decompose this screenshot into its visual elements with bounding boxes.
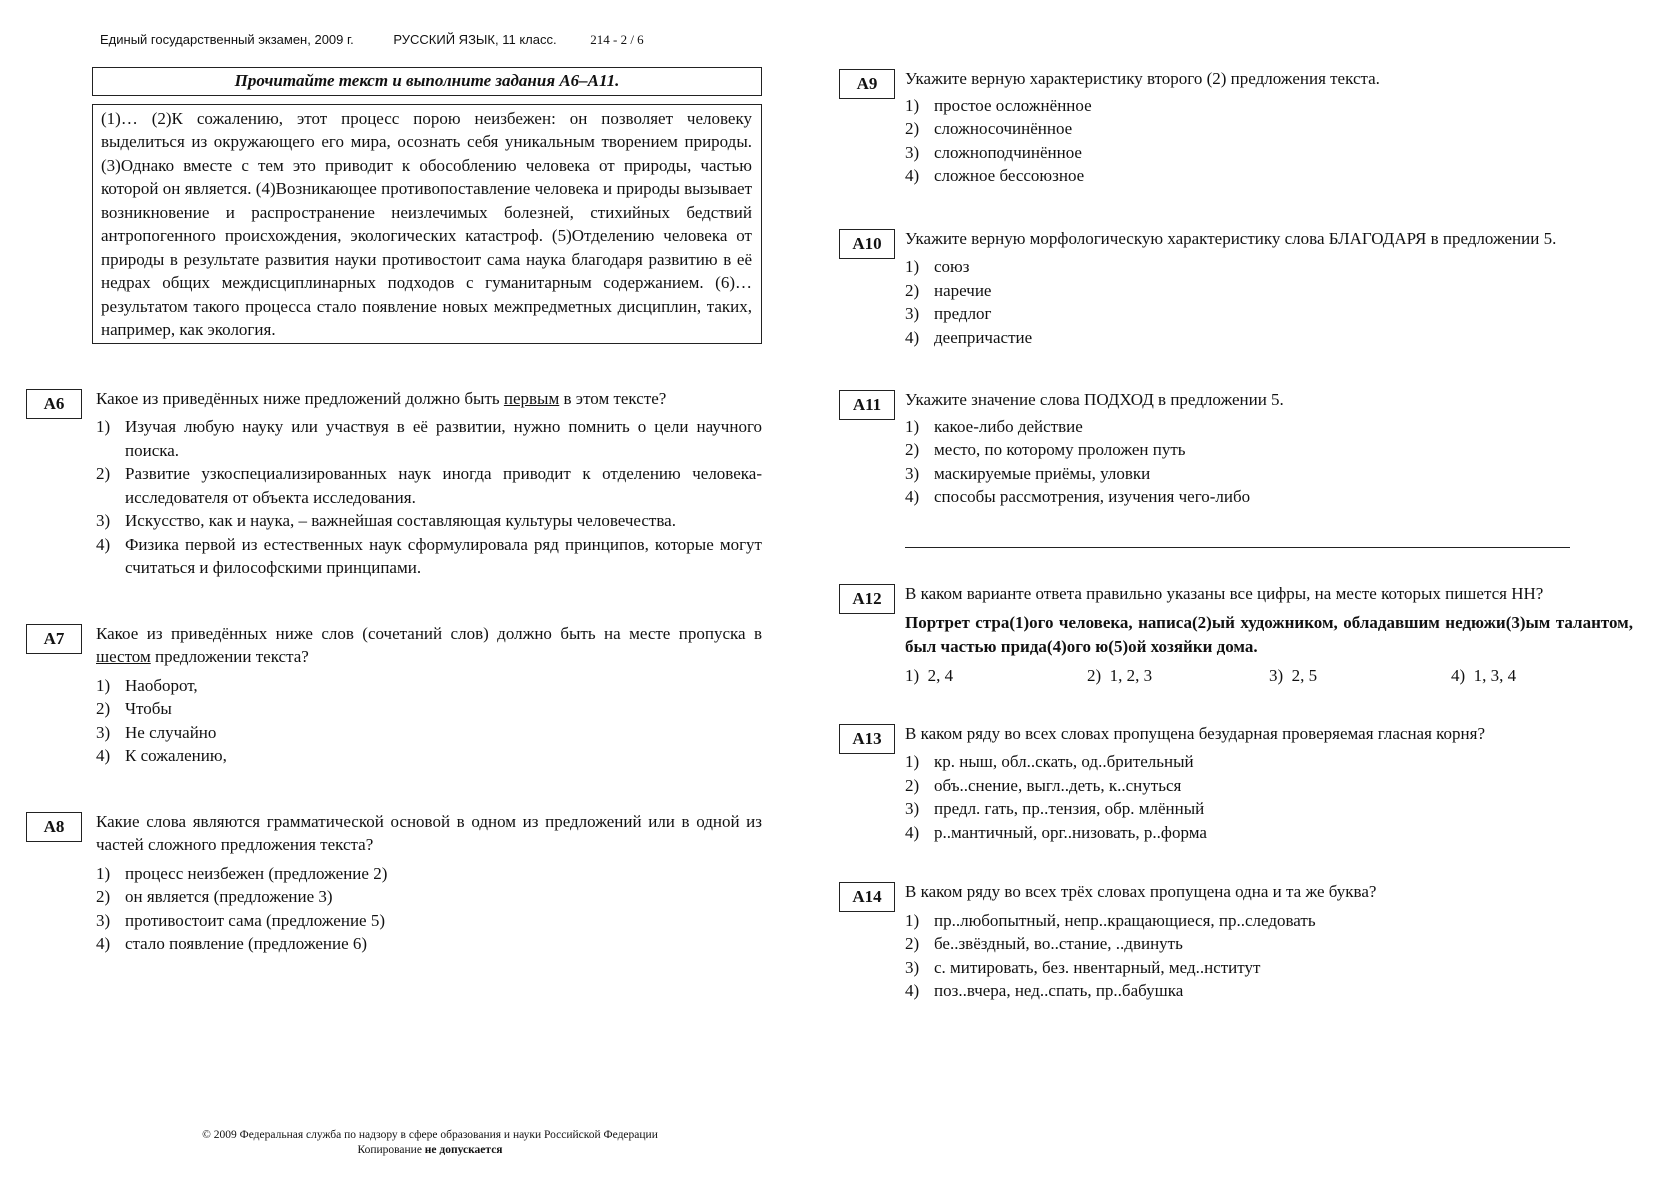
task-a6	[26, 387, 762, 580]
answer-option[interactable]: 4) 1, 3, 4	[1451, 666, 1517, 685]
answer-option[interactable]: 2) он является (предложение 3)	[96, 887, 333, 906]
answer-option[interactable]: 3) Не случайно	[96, 722, 217, 742]
answer-option[interactable]: 4) р..мантичный, орг..низовать, р..форма	[905, 822, 1207, 842]
task-label: А13	[839, 724, 895, 754]
answer-option[interactable]: 1) процесс неизбежен (предложение 2)	[96, 863, 388, 883]
task-a11	[839, 388, 1633, 509]
exam-title: Единый государственный экзамен, 2009 г.	[100, 32, 354, 47]
answer-option[interactable]: 1) союз	[905, 257, 970, 276]
task-label: А10	[839, 229, 895, 259]
answer-option[interactable]: 4) сложное бессоюзное	[905, 166, 1085, 185]
copy-notice-bold: не допускается	[424, 1144, 503, 1156]
answer-option[interactable]: 2) объ..снение, выгл..деть, к..снуться	[905, 775, 1182, 795]
page-number: 214 - 2 / 6	[590, 32, 644, 47]
task-label: А9	[839, 69, 895, 99]
answer-option[interactable]: 3) маскируемые приёмы, уловки	[905, 463, 1151, 483]
task-a12	[839, 582, 1633, 688]
answer-option[interactable]: 2) бе..звёздный, во..стание, ..двинуть	[905, 934, 1183, 953]
task-a10	[839, 227, 1633, 350]
answer-options	[905, 750, 1633, 844]
answer-option[interactable]: 2) место, по которому проложен путь	[905, 440, 1186, 459]
answer-options	[905, 909, 1633, 1003]
underlined-word: первым	[503, 388, 560, 408]
instruction-box: Прочитайте текст и выполните задания А6–А11.	[92, 67, 762, 96]
answer-option[interactable]: 3) Искусство, как и наука, – важнейшая составляющая культуры человечества.	[96, 511, 676, 530]
answer-option[interactable]: 1) кр. ныш, обл..скать, од..брительный	[905, 752, 1194, 771]
answer-option[interactable]: 4) стало появление (предложение 6)	[96, 934, 368, 953]
task-label: А11	[839, 390, 895, 420]
answer-options	[905, 664, 1633, 688]
answer-option[interactable]: 4) Физика первой из естественных наук сформулировала ряд принципов, которые могут считаться и философскими принципами.	[96, 534, 762, 577]
task-label: А7	[26, 624, 82, 654]
reading-passage: (1)… (2)К сожалению, этот процесс порою неизбежен: он позволяет человеку выделиться из окружающего его мира, осознать себя уникальным творением природы. (3)Однако вместе с тем это приводит к обособлению человека от природы, частью которой он является. (4)Возникающее противопоставление человека и природы вызывает возникновение и распространение неизлечимых болезней, стихийных бедствий антропогенного происхождения, экологических катастроф. (5)Отделению человека от природы в результате развития науки противостоит сама наука благодаря развитию в её недрах общих междисциплинарных подходов с гуманитарным содержанием. (6)… результатом такого процесса стало появление новых межпредметных дисциплин, таких, например, как экология.	[92, 104, 762, 344]
answer-option[interactable]: 3) 2, 5	[1269, 666, 1318, 685]
subject-title: РУССКИЙ ЯЗЫК, 11 класс.	[393, 32, 557, 47]
answer-option[interactable]: 2) 1, 2, 3	[1087, 666, 1153, 685]
answer-option[interactable]: 2) наречие	[905, 280, 992, 300]
task-a7	[26, 622, 762, 768]
answer-options	[96, 415, 762, 580]
answer-option[interactable]: 4) поз..вчера, нед..спать, пр..бабушка	[905, 981, 1184, 1000]
task-a8	[26, 810, 762, 956]
answer-option[interactable]: 3) предлог	[905, 304, 992, 323]
answer-options	[905, 94, 1633, 188]
task-label: А8	[26, 812, 82, 842]
answer-option[interactable]: 4) деепричастие	[905, 327, 1033, 347]
task-question: Укажите верную характеристику второго (2) предложения текста.	[905, 69, 1380, 88]
right-column	[839, 67, 1633, 1003]
answer-options	[905, 255, 1633, 349]
answer-option[interactable]: 1) Изучая любую науку или участвуя в её развитии, нужно помнить о цели научного поиска.	[96, 417, 762, 460]
section-divider	[905, 547, 1570, 548]
answer-option[interactable]: 4) способы рассмотрения, изучения чего-либо	[905, 487, 1251, 506]
task-question: В каком ряду во всех трёх словах пропущена одна и та же буква?	[905, 882, 1377, 901]
task-question: Какое из приведённых ниже слов (сочетаний слов) должно быть на месте пропуска в шестом предложении текста?	[96, 623, 762, 666]
task-label: А6	[26, 389, 82, 419]
copy-notice: Копирование не допускается	[357, 1144, 503, 1156]
answer-options	[96, 674, 762, 768]
answer-option[interactable]: 3) сложноподчинённое	[905, 142, 1082, 162]
answer-option[interactable]: 3) противостоит сама (предложение 5)	[96, 910, 386, 930]
answer-option[interactable]: 1) Наоборот,	[96, 675, 198, 695]
answer-option[interactable]: 1) пр..любопытный, непр..кращающиеся, пр..следовать	[905, 910, 1316, 930]
copyright-line: © 2009 Федеральная служба по надзору в сфере образования и науки Российской Федерации	[202, 1129, 658, 1141]
task-question: Какое из приведённых ниже предложений должно быть первым в этом тексте?	[96, 388, 667, 408]
answer-option[interactable]: 3) предл. гать, пр..тензия, обр. млённый	[905, 799, 1205, 818]
answer-option[interactable]: 4) К сожалению,	[96, 746, 227, 765]
answer-option[interactable]: 3) с. митировать, без. нвентарный, мед..нститут	[905, 957, 1261, 977]
left-column	[26, 67, 762, 956]
task-label: А14	[839, 882, 895, 912]
answer-options	[905, 415, 1633, 509]
task-question: В каком варианте ответа правильно указаны все цифры, на месте которых пишется НН?	[905, 583, 1544, 603]
task-question: Какие слова являются грамматической основой в одном из предложений или в одной из частей сложного предложения текста?	[96, 811, 762, 854]
answer-option[interactable]: 2) сложносочинённое	[905, 119, 1073, 138]
answer-option[interactable]: 2) Развитие узкоспециализированных наук иногда приводит к отделению человека-исследователя от объекта исследования.	[96, 464, 762, 507]
answer-option[interactable]: 1) 2, 4	[905, 666, 954, 685]
task-question: В каком ряду во всех словах пропущена безударная проверяемая гласная корня?	[905, 723, 1486, 743]
task-label: А12	[839, 584, 895, 614]
page-footer	[160, 1128, 700, 1158]
page-header	[100, 32, 644, 48]
answer-option[interactable]: 1) какое-либо действие	[905, 416, 1083, 436]
answer-option[interactable]: 1) простое осложнённое	[905, 95, 1092, 115]
task-question: Укажите значение слова ПОДХОД в предложении 5.	[905, 390, 1284, 409]
task-a13	[839, 722, 1633, 845]
task-a9	[839, 67, 1633, 188]
answer-option[interactable]: 2) Чтобы	[96, 699, 172, 718]
answer-options	[96, 862, 762, 956]
task-sentence: Портрет стра(1)ого человека, написа(2)ый художником, обладавшим недюжи(3)ым талантом, был частью прида(4)ого ю(5)ой хозяйки дома.	[905, 613, 1633, 656]
underlined-word: шестом	[96, 647, 151, 666]
task-question: Укажите верную морфологическую характеристику слова БЛАГОДАРЯ в предложении 5.	[905, 228, 1557, 248]
task-a14	[839, 880, 1633, 1003]
